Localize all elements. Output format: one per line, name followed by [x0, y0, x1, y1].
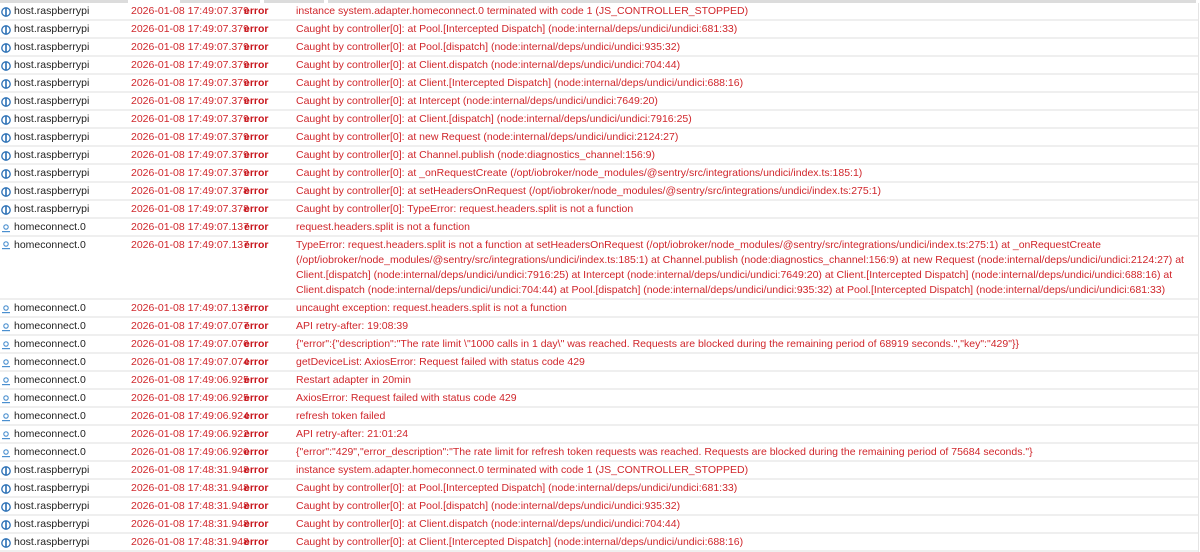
adapter-icon: [1, 448, 11, 458]
log-timestamp: 2026-01-08 17:49:06.925: [131, 392, 249, 404]
log-row[interactable]: [0, 93, 1198, 111]
log-severity: error: [244, 356, 269, 368]
log-timestamp: 2026-01-08 17:49:07.378: [131, 203, 249, 215]
host-icon: [1, 79, 11, 89]
log-severity: error: [244, 446, 269, 458]
log-timestamp: 2026-01-08 17:49:07.379: [131, 77, 249, 89]
log-timestamp: 2026-01-08 17:49:07.379: [131, 23, 249, 35]
log-source-label: host.raspberrypi: [14, 95, 90, 107]
adapter-icon: [1, 322, 11, 332]
log-message: Caught by controller[0]: at Pool.[Intercepted Dispatch] (node:internal/deps/undici/undici:681:33): [296, 482, 738, 494]
log-source: [0, 219, 131, 235]
log-row[interactable]: [0, 336, 1198, 354]
host-icon: [1, 115, 11, 125]
log-source: [0, 3, 131, 19]
log-timestamp: 2026-01-08 17:49:07.137: [131, 302, 249, 314]
adapter-icon: [1, 223, 11, 233]
host-icon: [1, 502, 11, 512]
log-severity: error: [244, 149, 269, 161]
log-row[interactable]: [0, 165, 1198, 183]
log-row[interactable]: [0, 408, 1198, 426]
log-timestamp: 2026-01-08 17:49:07.379: [131, 113, 249, 125]
log-message: TypeError: request.headers.split is not a function at setHeadersOnRequest (/opt/iobroker/node_modules/@sentry/src/integrations/undici/index.ts:275:1) at _onRequestCreate (/opt/iobroker/node_modules/@sentry/src/integrations/undici/index.ts:185:1) at Channel.publish (node:diagnostics_channel:156:9) at new Request (node:internal/deps/undici/undici:2124:27) at Client.[dispatch] (node:internal/deps/undici/undici:7916:25) at Intercept (node:internal/deps/undici/undici:7649:20) at Client.[Intercepted Dispatch] (node:internal/deps/undici/undici:688:16) at Client.dispatch (node:internal/deps/undici/undici:704:44) at Pool.[dispatch] (node:internal/deps/undici/undici:935:32) at Pool.[Intercepted Dispatch] (node:internal/deps/undici/undici:681:33): [296, 239, 1184, 296]
log-row[interactable]: [0, 534, 1198, 552]
log-row[interactable]: [0, 237, 1198, 300]
host-icon: [1, 151, 11, 161]
log-severity: error: [244, 221, 269, 233]
log-timestamp: 2026-01-08 17:48:31.948: [131, 482, 249, 494]
log-source: [0, 318, 131, 334]
log-source-label: host.raspberrypi: [14, 131, 90, 143]
log-severity: error: [244, 77, 269, 89]
log-message: request.headers.split is not a function: [296, 221, 470, 233]
log-timestamp: 2026-01-08 17:49:07.077: [131, 320, 249, 332]
host-icon: [1, 97, 11, 107]
host-icon: [1, 538, 11, 548]
log-message: getDeviceList: AxiosError: Request failed with status code 429: [296, 356, 585, 368]
host-icon: [1, 187, 11, 197]
log-row[interactable]: [0, 426, 1198, 444]
log-row[interactable]: [0, 219, 1198, 237]
log-timestamp: 2026-01-08 17:48:31.948: [131, 518, 249, 530]
log-message: {"error":"429","error_description":"The rate limit for refresh token requests was reached. Requests are blocked during the remaining period of 75684 seconds."}: [296, 446, 1033, 458]
log-message: {"error":{"description":"The rate limit \"1000 calls in 1 day\" was reached. Requests are blocked during the remaining period of 68919 seconds.","key":"429"}}: [296, 338, 1019, 350]
log-row[interactable]: [0, 516, 1198, 534]
host-icon: [1, 43, 11, 53]
log-source-label: host.raspberrypi: [14, 59, 90, 71]
log-source: [0, 300, 131, 316]
log-message: refresh token failed: [296, 410, 386, 422]
log-row[interactable]: [0, 147, 1198, 165]
log-source-label: host.raspberrypi: [14, 185, 90, 197]
log-row[interactable]: [0, 75, 1198, 93]
log-timestamp: 2026-01-08 17:49:07.379: [131, 59, 249, 71]
log-row[interactable]: [0, 462, 1198, 480]
log-row[interactable]: [0, 354, 1198, 372]
log-severity: error: [244, 482, 269, 494]
log-timestamp: 2026-01-08 17:48:31.948: [131, 536, 249, 548]
log-source: [0, 237, 131, 252]
log-timestamp: 2026-01-08 17:49:07.379: [131, 131, 249, 143]
log-source: [0, 390, 131, 406]
log-row[interactable]: [0, 372, 1198, 390]
log-severity: error: [244, 239, 269, 251]
log-source: [0, 147, 131, 163]
log-message: Caught by controller[0]: at Client.dispatch (node:internal/deps/undici/undici:704:44): [296, 518, 681, 530]
log-source: [0, 372, 131, 388]
log-severity: error: [244, 428, 269, 440]
log-severity: error: [244, 536, 269, 548]
log-timestamp: 2026-01-08 17:49:06.925: [131, 374, 249, 386]
log-source-label: host.raspberrypi: [14, 77, 90, 89]
log-source: [0, 201, 131, 217]
log-message: Caught by controller[0]: at Client.dispatch (node:internal/deps/undici/undici:704:44): [296, 59, 681, 71]
log-timestamp: 2026-01-08 17:48:31.948: [131, 500, 249, 512]
log-severity: error: [244, 392, 269, 404]
log-message: instance system.adapter.homeconnect.0 terminated with code 1 (JS_CONTROLLER_STOPPED): [296, 5, 749, 17]
log-message: Caught by controller[0]: at Pool.[dispatch] (node:internal/deps/undici/undici:935:32): [296, 41, 681, 53]
log-timestamp: 2026-01-08 17:49:06.924: [131, 410, 249, 422]
log-source-label: homeconnect.0: [14, 356, 86, 368]
log-severity: error: [244, 131, 269, 143]
log-severity: error: [244, 518, 269, 530]
log-severity: error: [244, 95, 269, 107]
log-row[interactable]: [0, 111, 1198, 129]
log-timestamp: 2026-01-08 17:49:07.379: [131, 41, 249, 53]
log-severity: error: [244, 320, 269, 332]
adapter-icon: [1, 304, 11, 314]
host-icon: [1, 25, 11, 35]
log-source: [0, 165, 131, 181]
log-row[interactable]: [0, 57, 1198, 75]
log-source: [0, 336, 131, 352]
adapter-icon: [1, 376, 11, 386]
adapter-icon: [1, 412, 11, 422]
log-message: API retry-after: 19:08:39: [296, 320, 409, 332]
log-message: instance system.adapter.homeconnect.0 terminated with code 1 (JS_CONTROLLER_STOPPED): [296, 464, 749, 476]
log-severity: error: [244, 302, 269, 314]
log-source: [0, 354, 131, 370]
log-message: Caught by controller[0]: at Intercept (node:internal/deps/undici/undici:7649:20): [296, 95, 658, 107]
log-source-label: host.raspberrypi: [14, 5, 90, 17]
host-icon: [1, 484, 11, 494]
log-row[interactable]: [0, 480, 1198, 498]
log-message: Caught by controller[0]: at Pool.[Intercepted Dispatch] (node:internal/deps/undici/undici:681:33): [296, 23, 738, 35]
log-source: [0, 75, 131, 91]
log-severity: error: [244, 41, 269, 53]
log-row[interactable]: [0, 21, 1198, 39]
log-severity: error: [244, 500, 269, 512]
log-source: [0, 480, 131, 496]
adapter-icon: [1, 394, 11, 404]
log-source: [0, 516, 131, 532]
log-message: Caught by controller[0]: at Pool.[dispatch] (node:internal/deps/undici/undici:935:32): [296, 500, 681, 512]
host-icon: [1, 133, 11, 143]
log-source-label: homeconnect.0: [14, 428, 86, 440]
log-severity: error: [244, 410, 269, 422]
log-row[interactable]: [0, 39, 1198, 57]
log-timestamp: 2026-01-08 17:48:31.948: [131, 464, 249, 476]
log-row[interactable]: [0, 498, 1198, 516]
log-source-label: host.raspberrypi: [14, 149, 90, 161]
log-severity: error: [244, 113, 269, 125]
log-row[interactable]: [0, 444, 1198, 462]
log-row[interactable]: [0, 3, 1198, 21]
log-severity: error: [244, 374, 269, 386]
log-source-label: homeconnect.0: [14, 338, 86, 350]
log-timestamp: 2026-01-08 17:49:07.074: [131, 356, 249, 368]
log-source-label: homeconnect.0: [14, 374, 86, 386]
log-message: Caught by controller[0]: at Client.[Intercepted Dispatch] (node:internal/deps/undici/undici:688:16): [296, 536, 744, 548]
log-source: [0, 183, 131, 199]
log-source: [0, 21, 131, 37]
log-severity: error: [244, 185, 269, 197]
log-message: API retry-after: 21:01:24: [296, 428, 409, 440]
log-severity: error: [244, 338, 269, 350]
log-timestamp: 2026-01-08 17:49:07.378: [131, 185, 249, 197]
host-icon: [1, 7, 11, 17]
log-source-label: homeconnect.0: [14, 446, 86, 458]
log-row[interactable]: [0, 318, 1198, 336]
host-icon: [1, 61, 11, 71]
log-source-label: homeconnect.0: [14, 410, 86, 422]
log-source: [0, 408, 131, 424]
log-source: [0, 111, 131, 127]
log-timestamp: 2026-01-08 17:49:06.920: [131, 446, 249, 458]
log-source: [0, 498, 131, 514]
adapter-icon: [1, 358, 11, 368]
log-timestamp: 2026-01-08 17:49:07.076: [131, 338, 249, 350]
log-timestamp: 2026-01-08 17:49:07.137: [131, 239, 249, 251]
adapter-icon: [1, 430, 11, 440]
log-severity: error: [244, 5, 269, 17]
log-severity: error: [244, 464, 269, 476]
log-severity: error: [244, 167, 269, 179]
log-source: [0, 534, 131, 550]
log-source-label: homeconnect.0: [14, 320, 86, 332]
log-row[interactable]: [0, 201, 1198, 219]
log-source: [0, 426, 131, 442]
log-source-label: host.raspberrypi: [14, 23, 90, 35]
log-source-label: host.raspberrypi: [14, 536, 90, 548]
log-source-label: host.raspberrypi: [14, 203, 90, 215]
log-row[interactable]: [0, 129, 1198, 147]
log-timestamp: 2026-01-08 17:49:06.922: [131, 428, 249, 440]
host-icon: [1, 205, 11, 215]
host-icon: [1, 520, 11, 530]
log-message: Caught by controller[0]: at Client.[dispatch] (node:internal/deps/undici/undici:7916:25): [296, 113, 692, 125]
log-table: [0, 3, 1199, 552]
log-message: Caught by controller[0]: at new Request (node:internal/deps/undici/undici:2124:27): [296, 131, 679, 143]
log-source-label: host.raspberrypi: [14, 113, 90, 125]
log-message: Caught by controller[0]: at setHeadersOnRequest (/opt/iobroker/node_modules/@sentry/src/integrations/undici/index.ts:275:1): [296, 185, 881, 197]
log-source: [0, 39, 131, 55]
log-row[interactable]: [0, 183, 1198, 201]
log-source-label: host.raspberrypi: [14, 167, 90, 179]
log-message: AxiosError: Request failed with status code 429: [296, 392, 517, 404]
log-source: [0, 444, 131, 460]
log-timestamp: 2026-01-08 17:49:07.379: [131, 95, 249, 107]
adapter-icon: [1, 340, 11, 350]
log-source: [0, 129, 131, 145]
log-timestamp: 2026-01-08 17:49:07.379: [131, 167, 249, 179]
host-icon: [1, 169, 11, 179]
adapter-icon: [1, 240, 11, 250]
log-source: [0, 93, 131, 109]
log-severity: error: [244, 23, 269, 35]
log-source-label: host.raspberrypi: [14, 464, 90, 476]
host-icon: [1, 466, 11, 476]
log-message: Restart adapter in 20min: [296, 374, 411, 386]
log-message: Caught by controller[0]: at Client.[Intercepted Dispatch] (node:internal/deps/undici/undici:688:16): [296, 77, 744, 89]
log-source-label: homeconnect.0: [14, 238, 86, 251]
log-source: [0, 57, 131, 73]
log-severity: error: [244, 59, 269, 71]
log-severity: error: [244, 203, 269, 215]
log-message: Caught by controller[0]: TypeError: request.headers.split is not a function: [296, 203, 634, 215]
log-message: uncaught exception: request.headers.split is not a function: [296, 302, 567, 314]
log-source: [0, 462, 131, 478]
log-timestamp: 2026-01-08 17:49:07.137: [131, 221, 249, 233]
log-message: Caught by controller[0]: at _onRequestCreate (/opt/iobroker/node_modules/@sentry/src/integrations/undici/index.ts:185:1): [296, 167, 863, 179]
log-source-label: host.raspberrypi: [14, 482, 90, 494]
log-timestamp: 2026-01-08 17:49:07.379: [131, 5, 249, 17]
log-source-label: homeconnect.0: [14, 392, 86, 404]
log-source-label: host.raspberrypi: [14, 41, 90, 53]
log-row[interactable]: [0, 300, 1198, 318]
log-source-label: host.raspberrypi: [14, 500, 90, 512]
log-message: Caught by controller[0]: at Channel.publish (node:diagnostics_channel:156:9): [296, 149, 655, 161]
log-timestamp: 2026-01-08 17:49:07.379: [131, 149, 249, 161]
log-row[interactable]: [0, 390, 1198, 408]
log-source-label: homeconnect.0: [14, 302, 86, 314]
log-source-label: host.raspberrypi: [14, 518, 90, 530]
log-source-label: homeconnect.0: [14, 221, 86, 233]
